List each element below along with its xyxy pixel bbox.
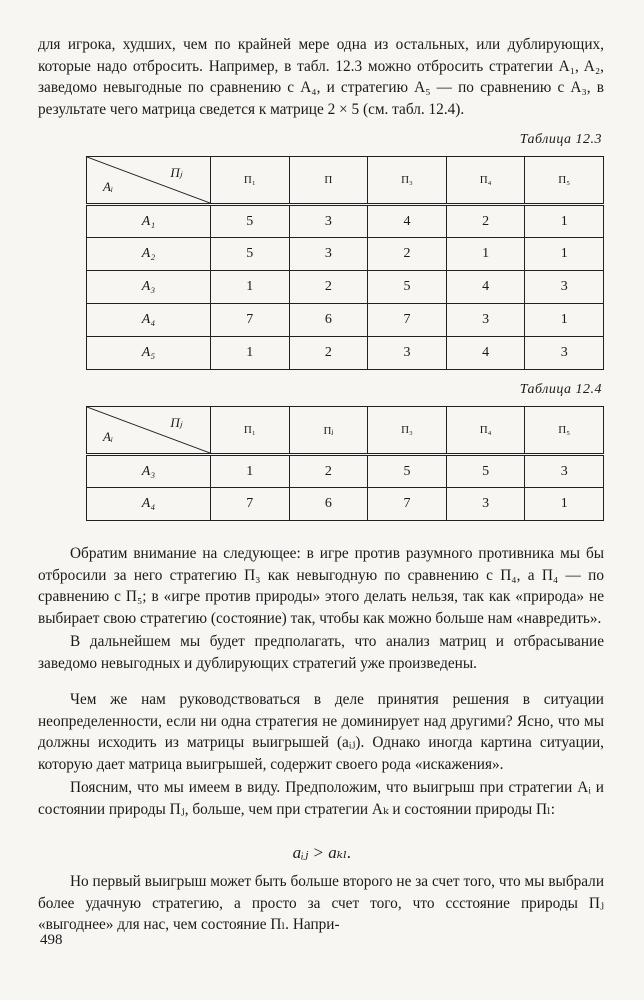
paragraph-opponent: Обратим внимание на следующее: в игре против разумного противника мы бы отбросили за него стратегию Π₃ как невыгодную по сравнению с Π₄, а Π₄ — по сравнению с Π₅; в «игре против природы» этого делать нельзя, так как «природа» не выбирает свою стратегию (состояние) так, чтобы как можно больше нам «навредить». — [38, 545, 604, 627]
table-cell: 4 — [446, 337, 525, 370]
row-label: A₄ — [87, 304, 211, 337]
table-cell: 3 — [525, 455, 604, 488]
paragraph-first-win: Но первый выигрыш может быть больше второго не за счет того, что мы выбрали более удачную стратегию, а просто за счет того, что ссстояние природы Πⱼ «выгоднее» для нас, чем состояние Πₗ. Напри- — [38, 873, 604, 934]
column-header: Π₅ — [525, 407, 604, 455]
table-cell: 5 — [368, 455, 447, 488]
paragraph-intro: для игрока, худших, чем по крайней мере одна из остальных, или дублирующих, которые надо отбросить. Например, в табл. 12.3 можно отбросить стратегии A₁, A₂, заведомо невыгодные по сравнению с A₄, и стратегию A₅ — по сравнению с A₃, в результате чего матрица сведется к матрице 2 × 5 (см. табл. 12.4). — [38, 36, 604, 118]
table-cell: 1 — [525, 488, 604, 521]
row-label: A₃ — [87, 271, 211, 304]
corner-label-ai: Aᵢ — [103, 429, 113, 444]
row-label: A₅ — [87, 337, 211, 370]
table-cell: 1 — [211, 271, 290, 304]
table-row — [87, 271, 604, 304]
table-cell: 5 — [368, 271, 447, 304]
table-corner-cell — [87, 407, 211, 455]
table-cell: 3 — [446, 304, 525, 337]
row-label: A₁ — [87, 205, 211, 238]
table-row — [87, 304, 604, 337]
page-number: 498 — [40, 932, 63, 948]
corner-label-ai: Aᵢ — [103, 179, 113, 194]
paragraph-explain: Поясним, что мы имеем в виду. Предположим, что выигрыш при стратегии Aᵢ и состоянии природы Πⱼ, больше, чем при стратегии Aₖ и состоянии природы Πₗ: — [38, 779, 604, 818]
table-cell: 2 — [446, 205, 525, 238]
table-row — [87, 205, 604, 238]
row-label: A₄ — [87, 488, 211, 521]
table-cell: 3 — [446, 488, 525, 521]
table-cell: 1 — [525, 205, 604, 238]
table-cell: 3 — [289, 205, 368, 238]
table-cell: 3 — [368, 337, 447, 370]
column-header: Πⱼ — [289, 407, 368, 455]
table-12-4-caption: Таблица 12.4 — [519, 382, 602, 397]
table-row — [87, 238, 604, 271]
column-header: Π₁ — [211, 157, 290, 205]
table-12-3-caption: Таблица 12.3 — [519, 132, 602, 147]
column-header: Π₄ — [446, 407, 525, 455]
table-cell: 3 — [289, 238, 368, 271]
table-cell: 1 — [525, 304, 604, 337]
table-cell: 2 — [289, 271, 368, 304]
row-label: A₂ — [87, 238, 211, 271]
table-cell: 2 — [368, 238, 447, 271]
table-cell: 6 — [289, 304, 368, 337]
table-cell: 3 — [525, 337, 604, 370]
column-header: Π₄ — [446, 157, 525, 205]
table-12-4 — [86, 406, 604, 521]
table-cell: 6 — [289, 488, 368, 521]
table-cell: 7 — [368, 488, 447, 521]
table-cell: 4 — [446, 271, 525, 304]
corner-label-pj: Πⱼ — [170, 415, 182, 430]
table-corner-cell — [87, 157, 211, 205]
table-cell: 7 — [211, 304, 290, 337]
column-header: Π₅ — [525, 157, 604, 205]
table-cell: 3 — [525, 271, 604, 304]
column-header: Π₁ — [211, 407, 290, 455]
table-header-row — [87, 157, 604, 205]
table-12-3 — [86, 156, 604, 370]
table-row — [87, 337, 604, 370]
row-label: A₃ — [87, 455, 211, 488]
table-cell: 5 — [211, 205, 290, 238]
inequality-formula: aᵢⱼ > aₖₗ. — [292, 843, 352, 862]
paragraph-decision: Чем же нам руководствоваться в деле принятия решения в ситуации неопределенности, если ни одна стратегия не доминирует над другими? Ясно, что мы должны исходить из матрицы выигрышей (aᵢⱼ). Однако иногда картина ситуации, которую дает матрица выигрышей, содержит своего рода «искажения». — [38, 691, 604, 773]
corner-label-pj: Πⱼ — [170, 165, 182, 180]
column-header: Π₃ — [368, 407, 447, 455]
table-cell: 1 — [211, 337, 290, 370]
column-header: Π — [289, 157, 368, 205]
table-cell: 1 — [446, 238, 525, 271]
table-cell: 5 — [446, 455, 525, 488]
table-cell: 1 — [525, 238, 604, 271]
table-cell: 2 — [289, 337, 368, 370]
table-cell: 7 — [211, 488, 290, 521]
table-cell: 4 — [368, 205, 447, 238]
paragraph-assumption: В дальнейшем мы будет предполагать, что анализ матриц и отбрасывание заведомо невыгодных и дублирующих стратегий уже произведены. — [38, 633, 604, 672]
column-header: Π₃ — [368, 157, 447, 205]
table-header-row — [87, 407, 604, 455]
table-cell: 5 — [211, 238, 290, 271]
table-cell: 7 — [368, 304, 447, 337]
table-row — [87, 455, 604, 488]
table-cell: 1 — [211, 455, 290, 488]
table-cell: 2 — [289, 455, 368, 488]
table-row — [87, 488, 604, 521]
